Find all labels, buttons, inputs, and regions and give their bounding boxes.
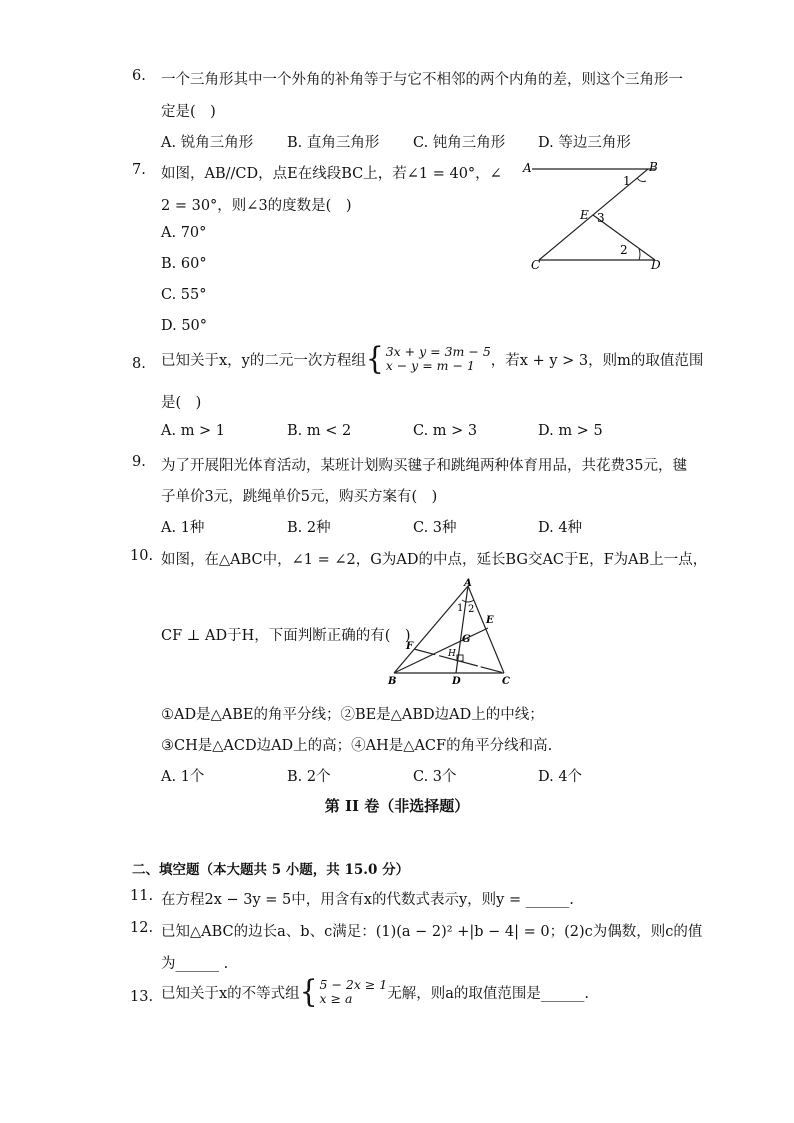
label-e: E [580, 208, 589, 222]
q6-option-b[interactable]: B. 直角三角形 [287, 135, 380, 151]
q7-option-b[interactable]: B. 60° [161, 256, 207, 272]
q10-number: 10. [130, 548, 154, 564]
label-a: A [523, 161, 532, 175]
label-c: C [502, 676, 510, 687]
q13-inequalities [320, 978, 388, 1006]
q6-number: 6. [132, 68, 146, 84]
q7-text-line1: 如图，AB//CD，点E在线段BC上，若∠1 = 40°，∠ [161, 166, 502, 182]
q8-post-text: ，若x + y > 3，则m的取值范围 [490, 352, 704, 369]
angle2-arc [639, 249, 640, 260]
q6-option-c[interactable]: C. 钝角三角形 [413, 135, 506, 151]
q10-statement-line1: ①AD是△ABE的角平分线；②BE是△ABD边AD上的中线； [161, 707, 544, 723]
q7-figure [515, 155, 675, 275]
label-angle3: 3 [597, 211, 605, 225]
label-f: F [406, 641, 414, 652]
q9-option-b[interactable]: B. 2种 [287, 520, 331, 536]
q6-text-line2: 定是( ) [161, 104, 216, 120]
q7-number: 7. [132, 162, 146, 178]
q11-text: 在方程2x − 3y = 5中，用含有x的代数式表示y，则y = ______. [161, 892, 574, 908]
label-d: D [651, 258, 661, 272]
label-a: A [464, 578, 472, 589]
q7-option-c[interactable]: C. 55° [161, 287, 207, 303]
q7-text-line2: 2 = 30°，则∠3的度数是( ) [161, 198, 352, 214]
section2-header: 二、填空题（本大题共 5 小题，共 15.0 分） [132, 862, 410, 878]
q8-option-b[interactable]: B. m < 2 [287, 423, 352, 439]
q8-equation-1: 3x + y = 3m − 5 [385, 344, 491, 359]
q8-equation-system [161, 340, 704, 377]
q10-option-c[interactable]: C. 3个 [413, 769, 457, 785]
q10-option-a[interactable]: A. 1个 [161, 769, 205, 785]
q9-number: 9. [132, 454, 146, 470]
q8-number: 8. [132, 356, 146, 372]
q6-option-a[interactable]: A. 锐角三角形 [161, 135, 254, 151]
q10-option-d[interactable]: D. 4个 [538, 769, 583, 785]
q10-text-line2: CF ⊥ AD于H，下面判断正确的有( ) [161, 628, 411, 644]
q8-text-line2: 是( ) [161, 395, 202, 411]
angle-arc [462, 600, 474, 602]
q13-number: 13. [130, 989, 154, 1005]
q10-text-line1: 如图，在△ABC中，∠1 = ∠2，G为AD的中点，延长BG交AC于E，F为AB上一点， [161, 552, 708, 568]
q8-option-a[interactable]: A. m > 1 [161, 423, 226, 439]
line-ad [456, 586, 468, 673]
q9-option-c[interactable]: C. 3种 [413, 520, 457, 536]
q10-figure [382, 576, 522, 688]
q8-option-d[interactable]: D. m > 5 [538, 423, 603, 439]
q12-text-line2: 为______ . [161, 956, 229, 972]
q8-equations [386, 345, 491, 373]
angle1-arc [637, 178, 646, 182]
q12-number: 12. [130, 920, 154, 936]
q10-option-b[interactable]: B. 2个 [287, 769, 331, 785]
label-e: E [486, 615, 494, 626]
q6-option-d[interactable]: D. 等边三角形 [538, 135, 631, 151]
label-d: D [452, 676, 461, 687]
q9-option-d[interactable]: D. 4种 [538, 520, 583, 536]
q13-pre-text: 已知关于x的不等式组 [161, 985, 300, 1002]
label-h: H [448, 649, 456, 659]
q9-option-a[interactable]: A. 1种 [161, 520, 205, 536]
q8-pre-text: 已知关于x，y的二元一次方程组 [161, 352, 366, 369]
brace-icon: { [365, 340, 384, 377]
brace-icon: { [299, 973, 318, 1010]
q13-inequality-1: 5 − 2x ≥ 1 [319, 977, 388, 992]
label-angle2: 2 [620, 243, 628, 257]
label-angle1: 1 [457, 603, 464, 614]
q13-inequality-system [161, 973, 590, 1010]
label-g: G [462, 634, 471, 645]
q11-number: 11. [130, 888, 154, 904]
label-angle1: 1 [623, 174, 631, 188]
q6-text-line1: 一个三角形其中一个外角的补角等于与它不相邻的两个内角的差，则这个三角形一 [161, 72, 683, 88]
q10-statement-line2: ③CH是△ACD边AD上的高；④AH是△ACF的角平分线和高. [161, 738, 553, 754]
q13-post-text: 无解，则a的取值范围是______. [387, 985, 590, 1002]
part2-title: 第 II 卷（非选择题） [324, 797, 470, 815]
q9-text-line2: 子单价3元，跳绳单价5元，购买方案有( ) [161, 489, 438, 505]
label-b: B [649, 160, 658, 174]
q8-equation-2: x − y = m − 1 [385, 358, 475, 373]
q7-option-a[interactable]: A. 70° [161, 225, 207, 241]
line-bc [539, 169, 648, 260]
q13-inequality-2: x ≥ a [319, 991, 353, 1006]
q7-option-d[interactable]: D. 50° [161, 318, 208, 334]
label-angle2: 2 [468, 604, 475, 615]
q12-text-line1: 已知△ABC的边长a、b、c满足：(1)(a − 2)² +|b − 4| = 0；(2)c为偶数，则c的值 [161, 924, 703, 940]
label-c: C [531, 258, 541, 272]
label-b: B [388, 676, 397, 687]
q8-option-c[interactable]: C. m > 3 [413, 423, 478, 439]
q9-text-line1: 为了开展阳光体育活动，某班计划购买毽子和跳绳两种体育用品，共花费35元，毽 [161, 458, 687, 474]
